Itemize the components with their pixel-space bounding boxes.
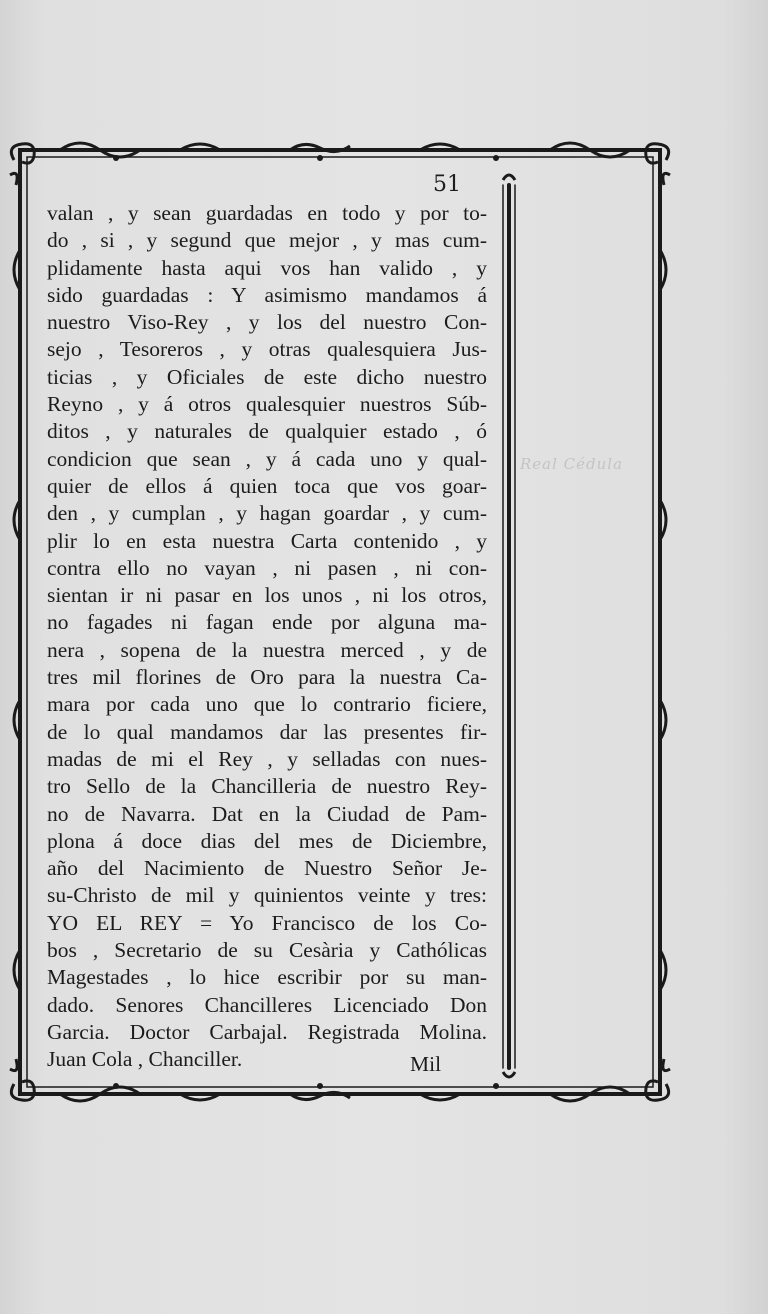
text-line: do , si , y segund que mejor , y mas cum- (47, 228, 487, 253)
top-dot-ornament (317, 155, 323, 161)
top-dot-ornament (493, 155, 499, 161)
text-line: bos , Secretario de su Cesària y Cathólicas (47, 938, 487, 963)
text-line: condicion que sean , y á cada uno y qual- (47, 446, 487, 471)
text-line: ticias , y Oficiales de este dicho nuestro (47, 364, 487, 389)
text-line: plir lo en esta nuestra Carta contenido , y (47, 528, 487, 553)
text-line: YO EL REY = Yo Francisco de los Co- (47, 910, 487, 935)
top-dot-ornament (113, 155, 119, 161)
text-line: tro Sello de la Chancilleria de nuestro Rey- (47, 774, 487, 799)
text-line: quier de ellos á quien toca que vos goar- (47, 473, 487, 498)
text-line: Magestades , lo hice escribir por su man- (47, 965, 487, 990)
text-line: nuestro Viso-Rey , y los del nuestro Con- (47, 310, 487, 335)
bottom-dot-ornament (113, 1083, 119, 1089)
rule-top-finial (503, 175, 515, 180)
bottom-dot-ornament (493, 1083, 499, 1089)
text-line: sientan ir ni pasar en los unos , ni los otros, (47, 583, 487, 608)
text-line: ditos , y naturales de qualquier estado , ó (47, 419, 487, 444)
bottom-dot-ornament (317, 1083, 323, 1089)
text-line: mara por cada uno que lo contrario ficiere, (47, 692, 487, 717)
text-line: plona á doce dias del mes de Diciembre, (47, 828, 487, 853)
text-line: no fagades ni fagan ende por alguna ma- (47, 610, 487, 635)
bleed-through-text: Real Cédula (520, 455, 624, 473)
text-line: den , y cumplan , y hagan goardar , y cum- (47, 501, 487, 526)
text-line: su-Christo de mil y quinientos veinte y tres: (47, 883, 487, 908)
text-line: Reyno , y á otros qualesquier nuestros Súb- (47, 392, 487, 417)
text-line: contra ello no vayan , ni pasen , ni con- (47, 555, 487, 580)
text-line: nera , sopena de la nuestra merced , y de (47, 637, 487, 662)
text-line: sido guardadas : Y asimismo mandamos á (47, 282, 487, 307)
text-line: valan , y sean guardadas en todo y por to- (47, 201, 487, 225)
text-line: año del Nacimiento de Nuestro Señor Je- (47, 856, 487, 881)
page-number: 51 (433, 172, 461, 197)
text-line: dado. Senores Chancilleres Licenciado Don (47, 992, 487, 1017)
text-line: de lo qual mandamos dar las presentes fir- (47, 719, 487, 744)
text-line: plidamente hasta aqui vos han valido , y (47, 255, 487, 280)
body-text (47, 200, 487, 1074)
rule-bottom-finial (503, 1072, 515, 1077)
text-line: no de Navarra. Dat en la Ciudad de Pam- (47, 801, 487, 826)
text-line: tres mil florines de Oro para la nuestra Ca- (47, 665, 487, 690)
text-line: Garcia. Doctor Carbajal. Registrada Molina. (47, 1019, 487, 1044)
text-line: sejo , Tesoreros , y otras qualesquiera Jus- (47, 337, 487, 362)
catchword: Mil (410, 1052, 442, 1076)
text-line: Juan Cola , Chanciller. (47, 1047, 243, 1072)
text-line: madas de mi el Rey , y selladas con nues- (47, 746, 487, 771)
